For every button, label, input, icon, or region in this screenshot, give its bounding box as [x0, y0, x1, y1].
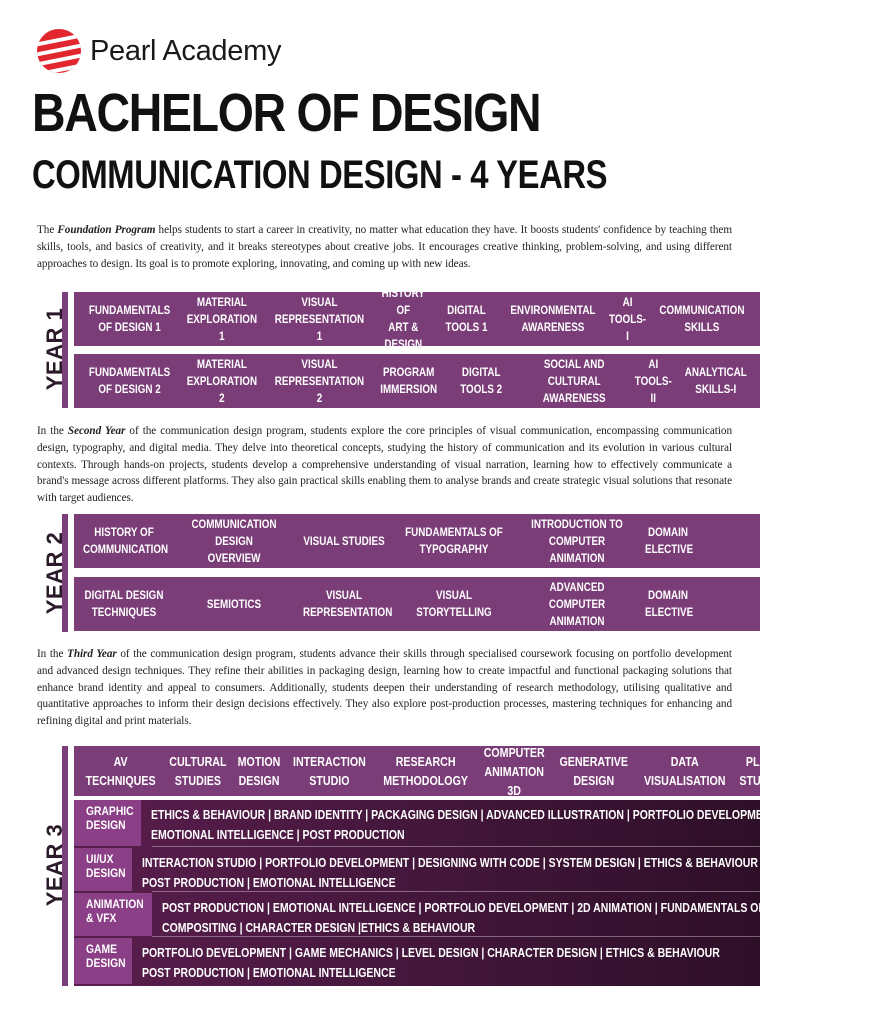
course-cell: DIGITAL TOOLS 1: [445, 303, 488, 334]
course-line: INTERACTION STUDIO | PORTFOLIO DEVELOPMENT | DESIGNING WITH CODE | SYSTEM DESIGN | ETHICS & BEHAVIOUR: [142, 856, 758, 870]
course-cell: INTRODUCTION TO COMPUTER ANIMATION: [531, 516, 623, 565]
brand-name: Pearl Academy: [90, 34, 282, 67]
course-cell: INTERACTION STUDIO: [293, 754, 366, 788]
course-cell: VISUAL REPRESENTATION: [303, 588, 393, 619]
specialization-divider: [152, 846, 760, 847]
course-cell: COMMUNICATION DESIGN OVERVIEW: [191, 516, 277, 565]
course-cell: FUNDAMENTALS OF DESIGN 1: [88, 303, 171, 334]
second-year-paragraph: In the Second Year of the communication design program, students explore the core principles of visual communication, encompassing communication design, typography, and digital media. They delve into theoretical concepts, studying the history of communication and its evolution in various cultural contexts. Through hands-on projects, students develop a comprehensive understanding of visual narration, learning how to effectively communicate a brand's message across different platforms. They also gain practical skills enabling them to analyse brands and create strategic visual solutions that resonate with target audiences.: [37, 425, 732, 505]
course-cell: DIGITAL TOOLS 2: [460, 365, 503, 396]
specialization-divider: [152, 891, 760, 892]
course-line: EMOTIONAL INTELLIGENCE | POST PRODUCTION: [151, 828, 405, 842]
course-cell: ADVANCED COMPUTER ANIMATION: [548, 579, 606, 628]
year2-label: YEAR 2: [42, 531, 68, 615]
course-line: ETHICS & BEHAVIOUR | BRAND IDENTITY | PACKAGING DESIGN | ADVANCED ILLUSTRATION | PORTFOLIO DEVELOPMENT: [151, 808, 778, 822]
specialization-name: GAME DESIGN: [74, 938, 132, 984]
course-cell: CULTURAL STUDIES: [169, 754, 227, 788]
course-cell: AI TOOLS-I: [609, 294, 647, 343]
course-line: POST PRODUCTION | EMOTIONAL INTELLIGENCE | PORTFOLIO DEVELOPMENT | 2D ANIMATION | FUNDAMENTALS OF: [162, 901, 765, 915]
course-cell: RESEARCH METHODOLOGY: [383, 754, 468, 788]
course-line: POST PRODUCTION | EMOTIONAL INTELLIGENCE: [142, 876, 396, 890]
course-cell: VISUAL STUDIES: [303, 533, 385, 548]
course-cell: HISTORY OF ART & DESIGN: [381, 286, 425, 351]
year1-row1: [74, 286, 760, 351]
specialization-row: [74, 893, 765, 936]
specialization-courses: [132, 848, 875, 891]
course-cell: AI TOOLS-II: [634, 356, 672, 405]
course-cell: ANALYTICAL SKILLS: [791, 754, 859, 788]
course-cell: DOMAIN ELECTIVE: [645, 525, 694, 556]
pearl-academy-logo-icon: [34, 28, 84, 74]
page-title: BACHELOR OF DESIGN: [32, 83, 541, 143]
course-cell: PLAY STUDIO: [738, 754, 780, 788]
specialization-name: ANIMATION & VFX: [74, 893, 152, 936]
page-subtitle: COMMUNICATION DESIGN - 4 YEARS: [32, 153, 608, 197]
course-cell: VISUAL REPRESENTATION 1: [274, 294, 364, 343]
foundation-paragraph: The Foundation Program helps students to start a career in creativity, no matter what education they have. It boosts students' confidence by teaching them skills, tools, and basics of creativity, and it breaks stereotypes about creative jobs. It encourages creative thinking, problem-solving, and using different approaches to design. Its goal is to promote exploring, innovating, and coming up with new ideas.: [37, 224, 732, 270]
course-line: PORTFOLIO DEVELOPMENT | GAME MECHANICS | LEVEL DESIGN | CHARACTER DESIGN | ETHICS & BEHAVIOUR: [142, 946, 720, 960]
course-cell: VISUAL STORYTELLING: [416, 588, 492, 619]
course-cell: VISUAL REPRESENTATION 2: [274, 356, 364, 405]
year3-label: YEAR 3: [42, 823, 68, 907]
course-cell: AV TECHNIQUES: [85, 754, 156, 788]
specialization-courses: [132, 938, 830, 984]
course-cell: SEMIOTICS: [206, 596, 262, 611]
course-line: POST PRODUCTION | EMOTIONAL INTELLIGENCE: [142, 966, 396, 980]
course-cell: DATA VISUALISATION: [644, 754, 726, 788]
course-cell: HISTORY OF COMMUNICATION: [83, 525, 169, 556]
specialization-courses: [141, 800, 896, 846]
specialization-row: [74, 848, 760, 891]
course-cell: FUNDAMENTALS OF DESIGN 2: [88, 365, 171, 396]
course-cell: ANALYTICAL SKILLS-I: [685, 365, 748, 396]
course-cell: COMMUNICATION SKILLS: [659, 303, 745, 334]
course-cell: MATERIAL EXPLORATION 2: [186, 356, 258, 405]
course-cell: GENERATIVE DESIGN: [559, 754, 628, 788]
third-year-paragraph: In the Third Year of the communication design program, students advance their skills through specialised coursework focusing on portfolio development and advanced design techniques. They refine their abilities in packaging design, learning how to create impactful and functional packaging solutions that enhance brand identity and appeal to consumers. Additionally, students deepen their understanding of research methodology, utilising qualitative and quantitative approaches to inform their design decisions effectively. They also explore post-production processes, mastering techniques for enhancing and refining digital and print materials.: [37, 648, 732, 728]
year2-row2: [74, 577, 760, 631]
course-cell: PROGRAM IMMERSION: [380, 365, 437, 396]
brand-logo: [34, 28, 281, 74]
specialization-row: [74, 938, 760, 984]
course-cell: MOTION DESIGN: [237, 754, 281, 788]
course-cell: ENVIRONMENTAL AWARENESS: [510, 303, 596, 334]
year2-row1: [74, 514, 760, 568]
specialization-row: [74, 800, 778, 846]
course-line: COMPOSITING | CHARACTER DESIGN |ETHICS & BEHAVIOUR: [162, 921, 476, 935]
specialization-divider: [152, 936, 760, 937]
year1-label: YEAR 1: [42, 307, 68, 391]
year3-core-courses: [74, 744, 859, 798]
course-cell: DIGITAL DESIGN TECHNIQUES: [84, 588, 164, 619]
course-cell: DOMAIN ELECTIVE: [645, 588, 694, 619]
specialization-name: UI/UX DESIGN: [74, 848, 132, 891]
course-cell: MATERIAL EXPLORATION 1: [186, 294, 258, 343]
course-cell: COMPUTER ANIMATION 3D: [483, 744, 545, 798]
year1-row2: [74, 354, 760, 408]
course-cell: FUNDAMENTALS OF TYPOGRAPHY: [405, 525, 503, 556]
specialization-courses: [152, 893, 880, 936]
course-cell: SOCIAL AND CULTURAL AWARENESS: [542, 356, 606, 405]
specialization-name: GRAPHIC DESIGN: [74, 800, 141, 846]
